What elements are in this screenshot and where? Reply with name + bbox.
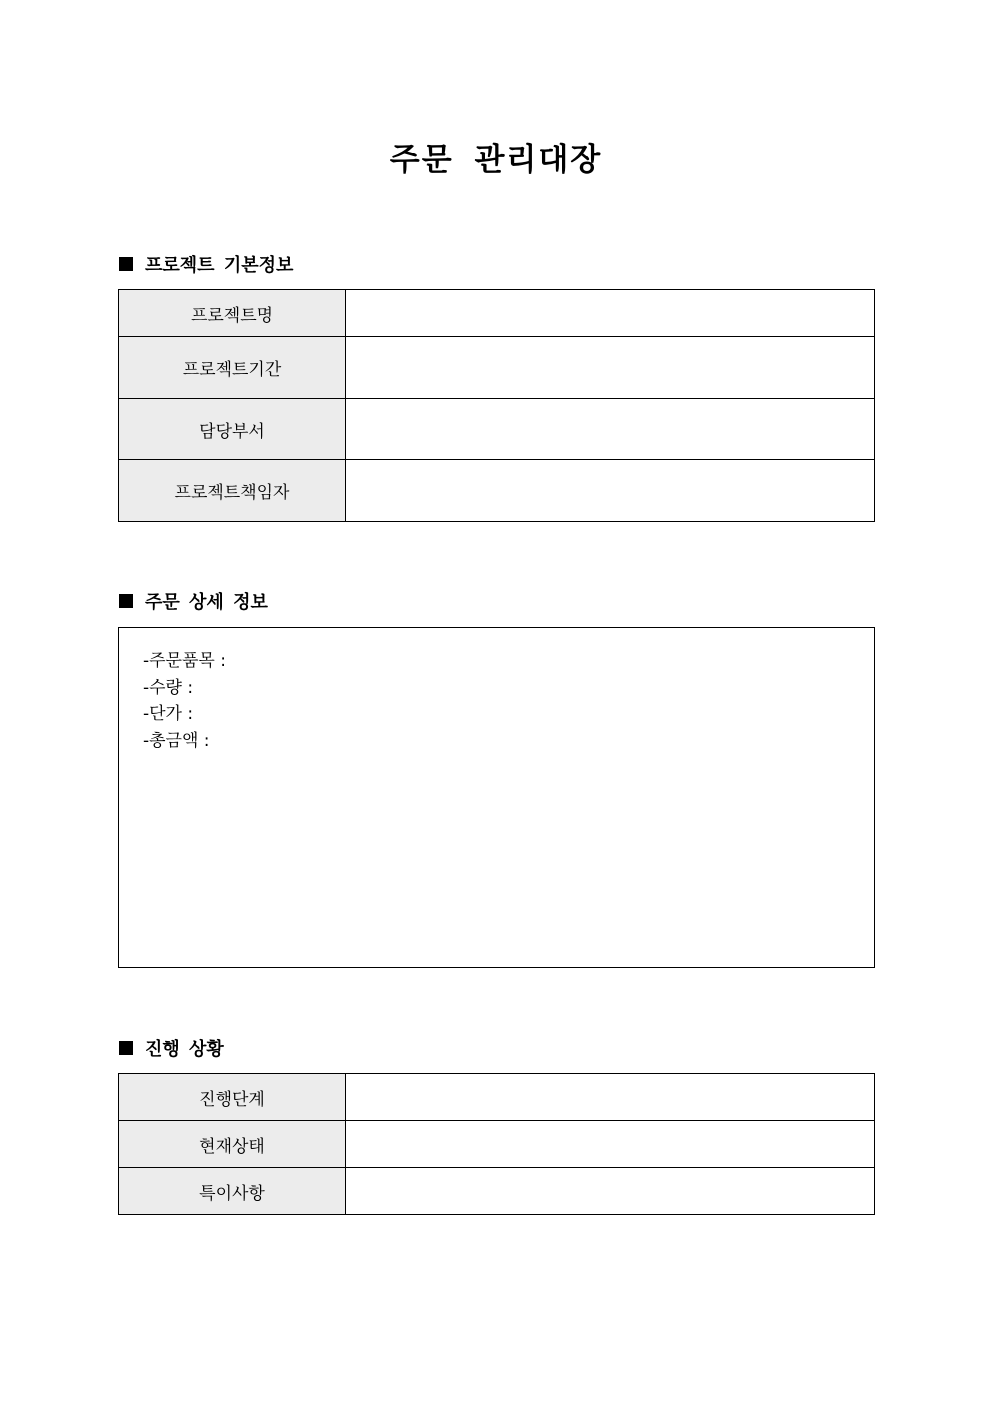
quantity-line: -수량 : [143, 677, 194, 698]
value-progress-stage[interactable] [346, 1074, 875, 1121]
value-project-name[interactable] [346, 290, 875, 337]
label-project-period: 프로젝트기간 [119, 337, 346, 399]
square-bullet-icon [119, 594, 133, 608]
value-project-period[interactable] [346, 337, 875, 399]
square-bullet-icon [119, 257, 133, 271]
total-amount-line: -총금액 : [143, 730, 210, 751]
progress-table [118, 1073, 875, 1215]
section-heading-basic-info [119, 251, 293, 277]
table-row [119, 1168, 875, 1215]
section-heading-text: 진행 상황 [145, 1039, 224, 1060]
label-project-manager: 프로젝트책임자 [119, 460, 346, 522]
table-row [119, 399, 875, 460]
value-project-manager[interactable] [346, 460, 875, 522]
square-bullet-icon [119, 1041, 133, 1055]
label-remarks: 특이사항 [119, 1168, 346, 1215]
page-title: 주문 관리대장 [389, 142, 603, 178]
value-current-status[interactable] [346, 1121, 875, 1168]
label-current-status: 현재상태 [119, 1121, 346, 1168]
value-department[interactable] [346, 399, 875, 460]
section-heading-progress [119, 1035, 224, 1061]
label-project-name: 프로젝트명 [119, 290, 346, 337]
section-heading-order-detail [119, 588, 268, 614]
section-heading-text: 프로젝트 기본정보 [145, 255, 294, 276]
basic-info-table [118, 289, 875, 522]
table-row [119, 1121, 875, 1168]
section-heading-text: 주문 상세 정보 [145, 592, 268, 613]
table-row [119, 460, 875, 522]
table-row [119, 290, 875, 337]
value-remarks[interactable] [346, 1168, 875, 1215]
table-row [119, 337, 875, 399]
label-department: 담당부서 [119, 399, 346, 460]
table-row [119, 1074, 875, 1121]
order-item-line: -주문품목 : [143, 651, 226, 671]
order-detail-box[interactable] [118, 627, 875, 968]
order-detail-list [143, 648, 226, 754]
label-progress-stage: 진행단계 [119, 1074, 346, 1121]
unit-price-line: -단가 : [143, 704, 194, 724]
